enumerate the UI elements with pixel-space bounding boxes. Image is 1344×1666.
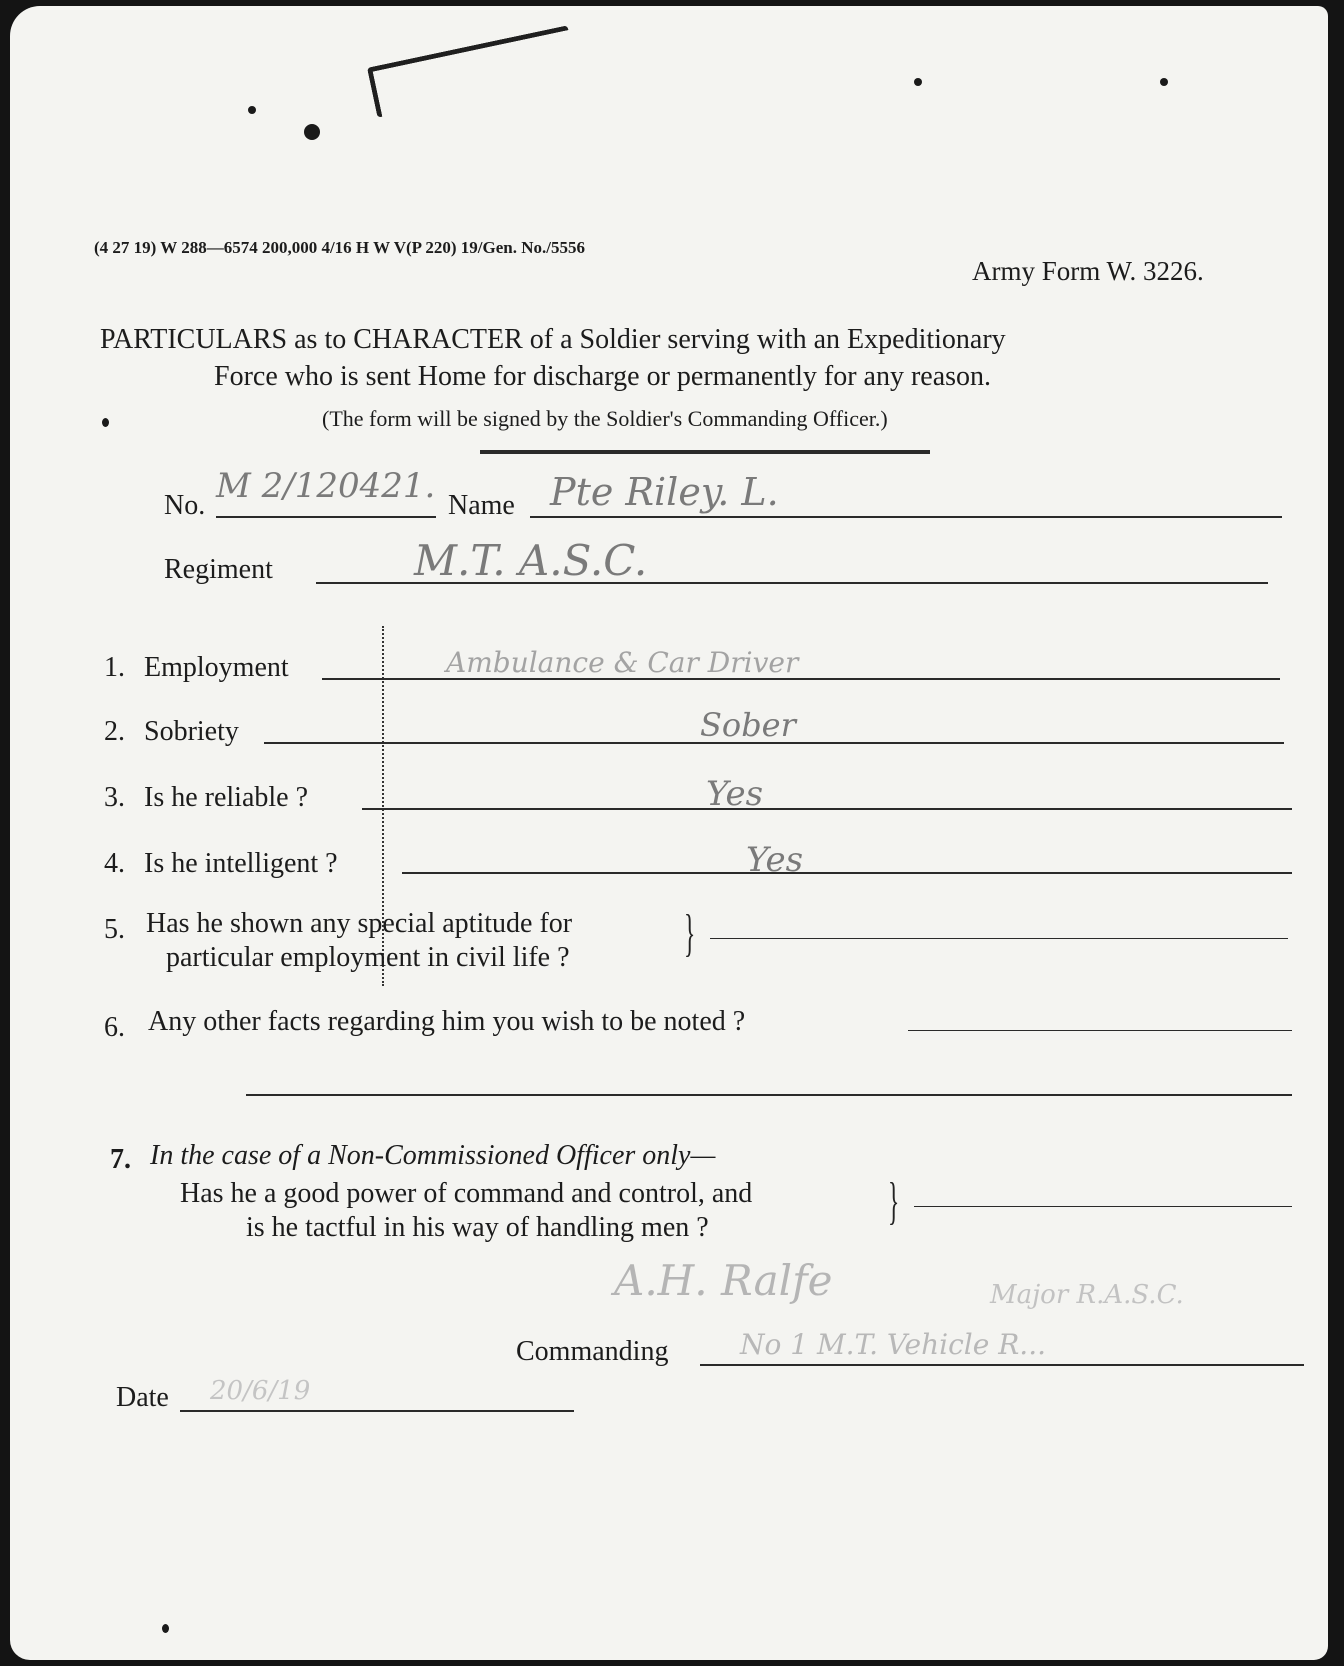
no-underline [216, 516, 436, 518]
question-5-underline[interactable] [710, 938, 1288, 939]
question-1-text: Employment [144, 652, 289, 683]
no-value[interactable]: M 2/120421. [216, 466, 436, 506]
question-5-number: 5. [104, 914, 125, 945]
question-4-number: 4. [104, 848, 125, 879]
form-title-line2: Force who is sent Home for discharge or permanently for any reason. [214, 361, 992, 392]
question-7-brace: } [888, 1173, 900, 1230]
date-underline [180, 1410, 574, 1412]
question-7-number: 7. [110, 1144, 131, 1175]
commanding-label: Commanding [516, 1336, 669, 1367]
name-underline [530, 516, 1282, 518]
ink-spot [914, 78, 922, 86]
name-value[interactable]: Pte Riley. L. [550, 470, 779, 514]
question-3-answer[interactable]: Yes [706, 774, 764, 814]
print-code: (4 27 19) W 288—6574 200,000 4/16 H W V(P 220) 19/Gen. No./5556 [94, 238, 585, 257]
question-5-text-line2: particular employment in civil life ? [166, 942, 570, 973]
ink-spot [1160, 78, 1168, 86]
commanding-value[interactable]: No 1 M.T. Vehicle R... [740, 1328, 1047, 1361]
question-2-underline [264, 742, 1284, 744]
question-2-number: 2. [104, 716, 125, 747]
date-value[interactable]: 20/6/19 [210, 1376, 311, 1406]
title-rule [480, 450, 930, 454]
regiment-underline [316, 582, 1268, 584]
form-reference: Army Form W. 3226. [972, 256, 1204, 286]
question-5-brace: } [684, 905, 696, 962]
date-label: Date [116, 1382, 169, 1413]
question-6-extra-line[interactable] [246, 1094, 1292, 1096]
question-7-text-line2: Has he a good power of command and control, and [180, 1178, 753, 1209]
question-4-answer[interactable]: Yes [746, 840, 804, 880]
name-label: Name [448, 490, 515, 521]
question-1-answer[interactable]: Ambulance & Car Driver [446, 646, 799, 679]
regiment-label: Regiment [164, 554, 273, 585]
no-label: No. [164, 490, 206, 521]
question-3-underline [362, 808, 1292, 810]
question-6-underline[interactable] [908, 1030, 1292, 1031]
question-3-number: 3. [104, 782, 125, 813]
form-title-line1: PARTICULARS as to CHARACTER of a Soldier serving with an Expeditionary [100, 324, 1006, 355]
ink-spot [162, 1624, 169, 1633]
signature-rank: Major R.A.S.C. [990, 1280, 1184, 1310]
question-6-text: Any other facts regarding him you wish to be noted ? [148, 1006, 746, 1037]
question-3-text: Is he reliable ? [144, 782, 309, 813]
question-7-underline[interactable] [914, 1206, 1292, 1207]
commanding-underline [700, 1364, 1304, 1366]
question-4-text: Is he intelligent ? [144, 848, 338, 879]
ink-spot [102, 418, 109, 427]
question-1-underline [322, 678, 1280, 680]
question-7-text-line1: In the case of a Non-Commissioned Officer only— [150, 1140, 716, 1171]
question-6-number: 6. [104, 1012, 125, 1043]
pencil-stroke [367, 25, 578, 118]
regiment-value[interactable]: M.T. A.S.C. [414, 536, 648, 585]
question-7-text-line3: is he tactful in his way of handling men ? [246, 1212, 709, 1243]
form-subtitle: (The form will be signed by the Soldier's Commanding Officer.) [322, 406, 888, 431]
form-sheet [10, 6, 1328, 1660]
question-1-number: 1. [104, 652, 125, 683]
signature: A.H. Ralfe [614, 1256, 833, 1305]
ink-spot [248, 106, 256, 114]
ink-spot [304, 124, 320, 140]
question-5-text-line1: Has he shown any special aptitude for [146, 908, 573, 939]
question-2-answer[interactable]: Sober [700, 706, 796, 744]
question-2-text: Sobriety [144, 716, 239, 747]
question-4-underline [402, 872, 1292, 874]
